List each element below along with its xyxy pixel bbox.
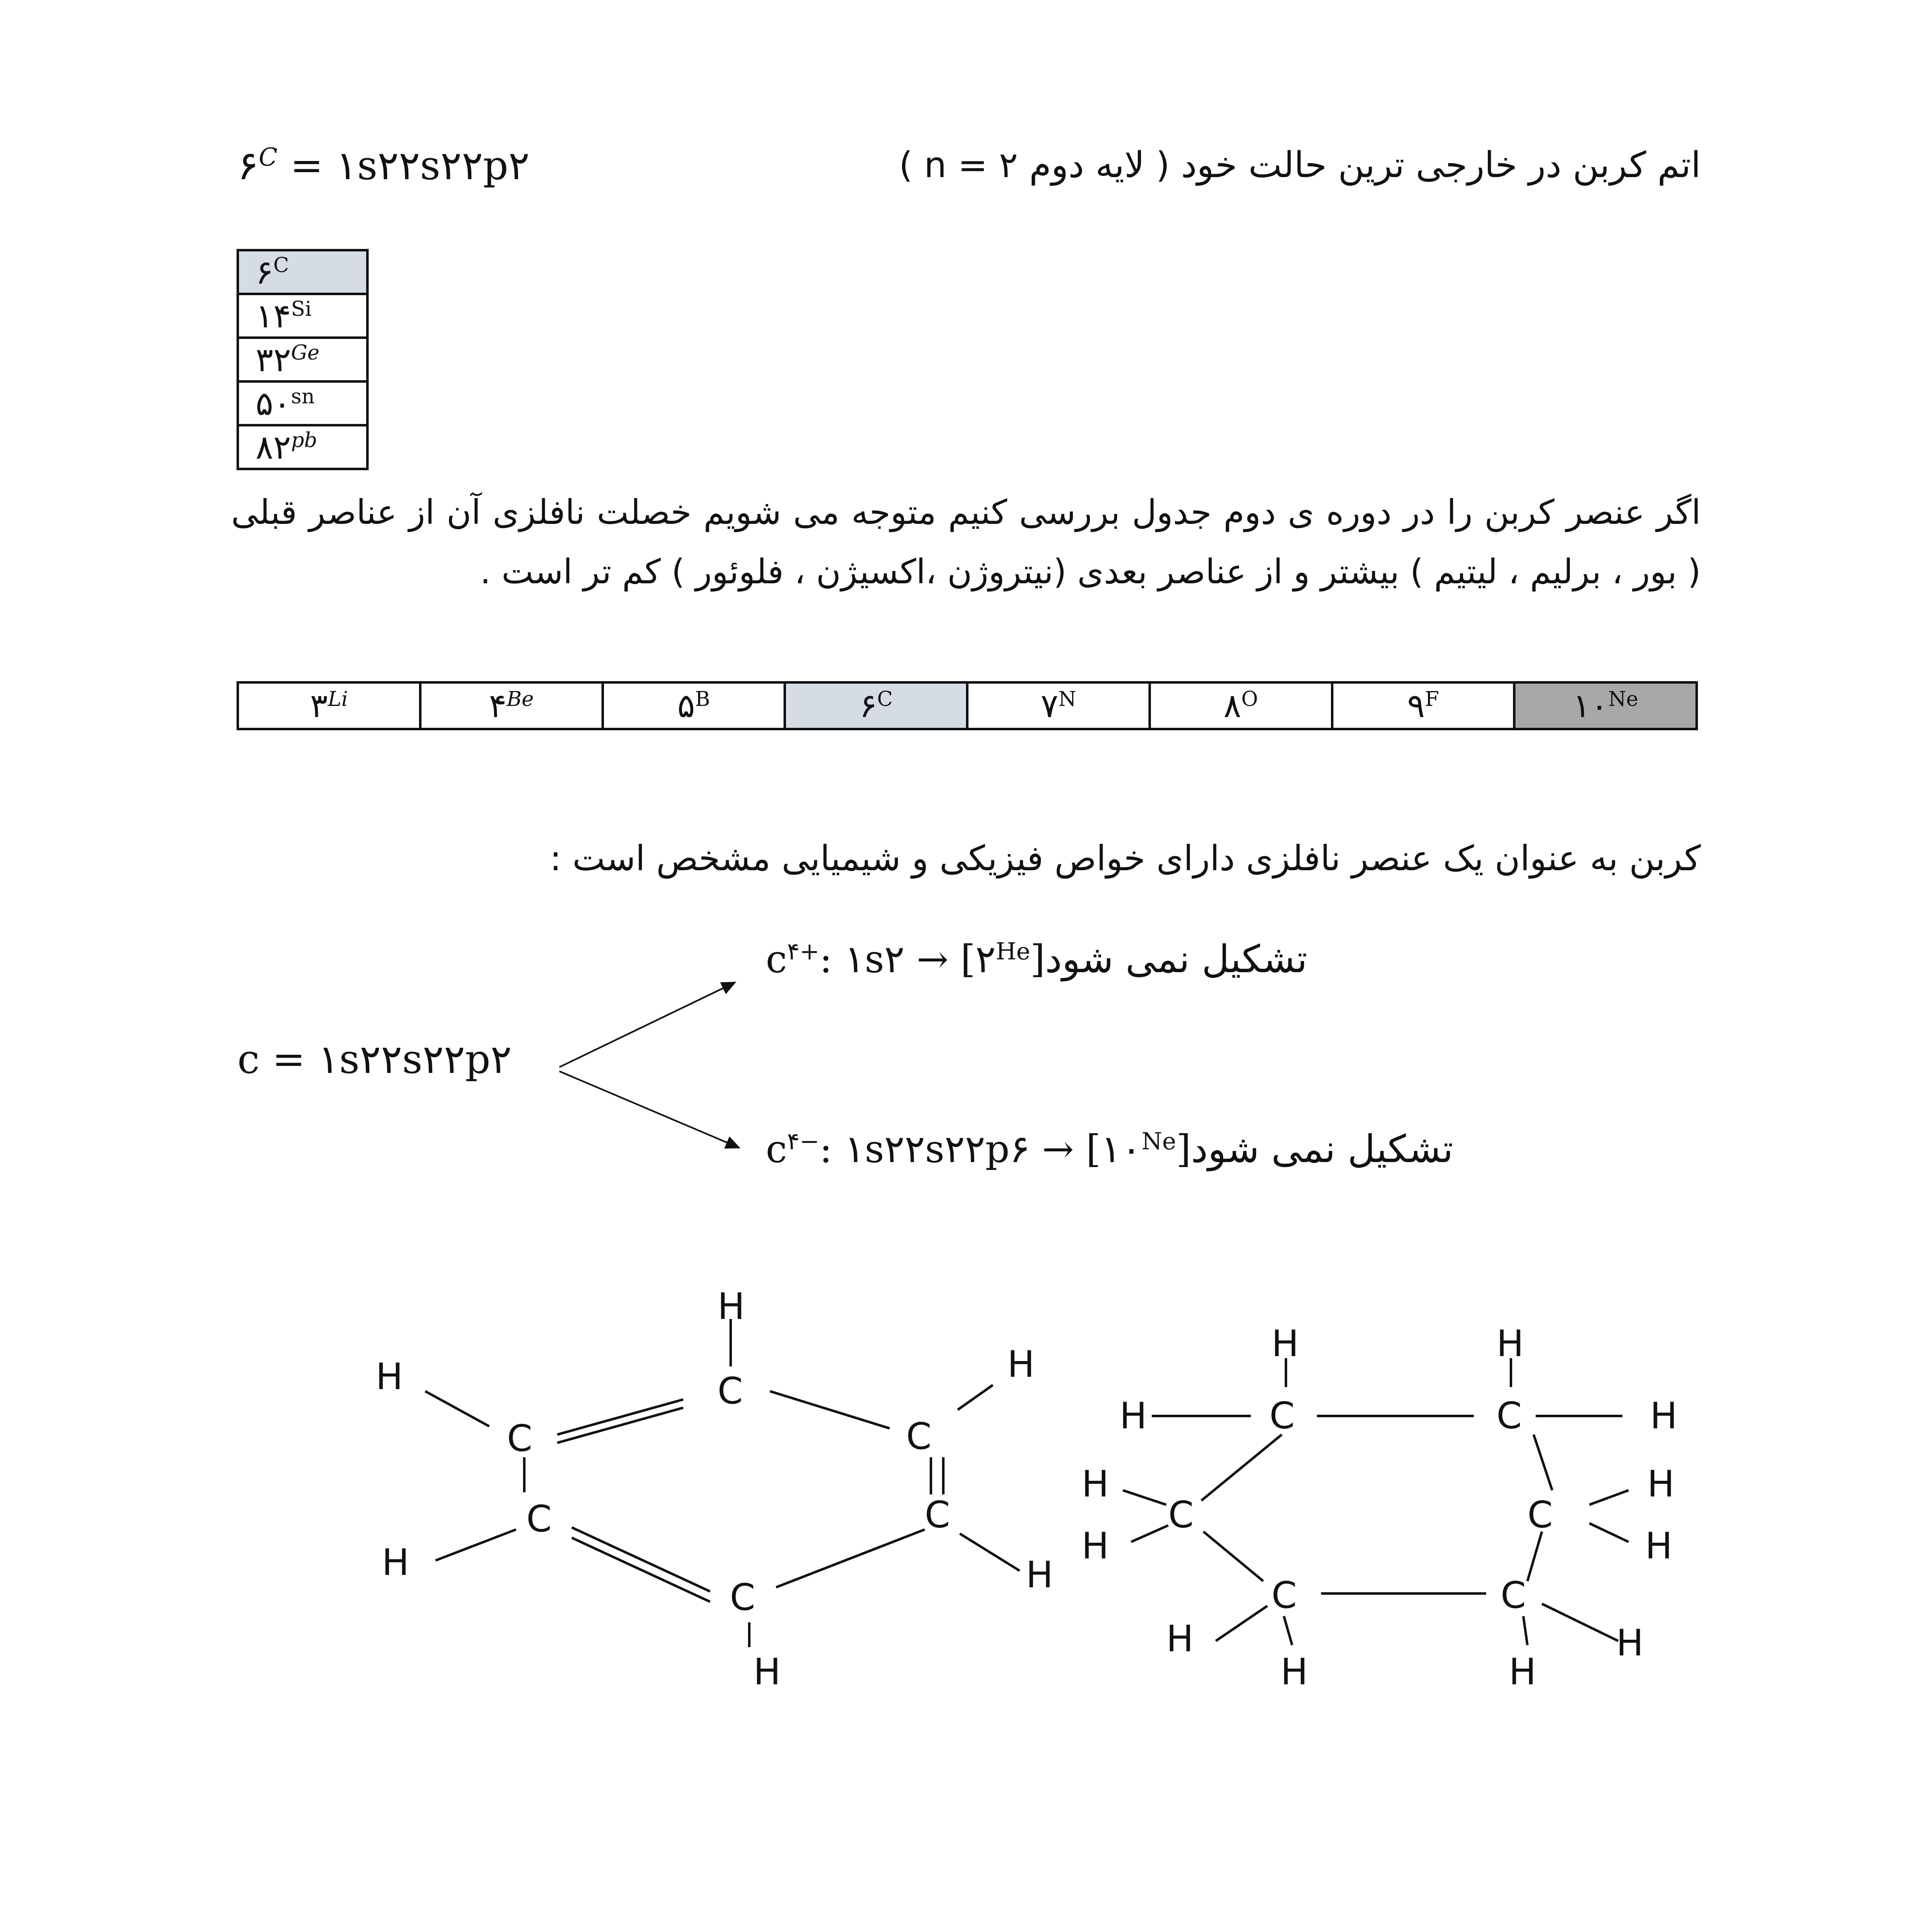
benzene-atoms xyxy=(376,1285,1053,1693)
atom-c: C xyxy=(1501,1574,1526,1617)
atomic-number: ۶ xyxy=(859,687,877,725)
atom-h: H xyxy=(1007,1343,1035,1385)
atom-h: H xyxy=(1082,1463,1109,1505)
atom-h: H xyxy=(1082,1525,1109,1567)
atomic-number: ۳ xyxy=(310,687,328,725)
arrow-down xyxy=(559,1071,739,1148)
header-text: اتم کربن در خارجی ترین حالت خود ( لایه دوم ۲ = n ) xyxy=(899,144,1701,186)
atomic-number: ۹ xyxy=(1407,687,1425,725)
atomic-number: ۳۲ xyxy=(256,340,291,379)
atom-c: C xyxy=(925,1494,950,1536)
core-close: ] xyxy=(1030,937,1045,981)
core-number: ۱۰ xyxy=(1101,1127,1142,1171)
ion-symbol: c xyxy=(766,1127,787,1171)
atomic-number: ۵۰ xyxy=(256,384,291,423)
atom-h: H xyxy=(382,1541,410,1584)
atomic-number: ۸۲ xyxy=(256,428,291,466)
atomic-number: ۷ xyxy=(1040,687,1058,725)
atom-h: H xyxy=(376,1355,403,1398)
atom-c: C xyxy=(906,1415,932,1458)
atom-h: H xyxy=(1650,1395,1678,1437)
atom-h: H xyxy=(1647,1463,1675,1505)
element-symbol: O xyxy=(1241,687,1258,711)
atom-c: C xyxy=(1271,1574,1297,1617)
atom-h: H xyxy=(717,1285,745,1328)
element-symbol: Li xyxy=(327,687,348,711)
atom-h: H xyxy=(1120,1395,1147,1437)
element-symbol: C xyxy=(877,687,893,711)
atomic-number: ۱۴ xyxy=(256,296,291,335)
atom-c: C xyxy=(717,1370,743,1412)
element-symbol: pb xyxy=(291,428,317,452)
element-symbol: F xyxy=(1425,687,1440,711)
element-symbol: Si xyxy=(291,297,312,321)
element-symbol: Ge xyxy=(291,341,320,365)
atom-c: C xyxy=(1269,1395,1295,1437)
atom-h: H xyxy=(1281,1650,1308,1693)
element-symbol: N xyxy=(1058,687,1077,711)
atom-h: H xyxy=(1496,1322,1524,1365)
cyclohexane-atoms xyxy=(1082,1322,1677,1693)
atom-c: C xyxy=(730,1576,755,1619)
core-symbol: Ne xyxy=(1141,1127,1176,1155)
core-symbol: He xyxy=(996,938,1030,965)
atom-c: C xyxy=(1168,1494,1194,1536)
formula-config: = ۱s۲۲s۲۲p۲ xyxy=(277,142,530,189)
atomic-number: ۴ xyxy=(489,687,507,725)
arrow-up xyxy=(559,983,735,1067)
body-paragraph: اگر عنصر کربن را در دوره ی دوم جدول بررسی کنیم متوجه می شویم خصلت نافلزی آن از عناصر قبلی ( بور ، برلیم ، لیتیم ) بیشتر و از عناصر بعدی (نیتروژن ،اکسیژن ، فلوئور ) کم تر است . xyxy=(231,493,1701,592)
ion-charge: ۴− xyxy=(787,1127,819,1155)
atomic-number: ۵ xyxy=(677,687,695,725)
branch-arrows xyxy=(559,983,739,1148)
core-number: ۲ xyxy=(975,937,996,981)
atom-h: H xyxy=(1645,1525,1673,1567)
formula-symbol: C xyxy=(258,143,278,172)
ion-charge: ۴+ xyxy=(787,938,819,965)
atom-c: C xyxy=(507,1417,533,1460)
formula-atomic-number: ۶ xyxy=(237,142,259,189)
element-symbol: Ne xyxy=(1608,687,1638,711)
atom-h: H xyxy=(1026,1553,1054,1596)
element-symbol: sn xyxy=(291,384,315,409)
benzene-structure xyxy=(376,1285,1053,1693)
atomic-number: ۶ xyxy=(256,253,273,291)
atom-h: H xyxy=(1509,1650,1537,1693)
carbon-config: c = ۱s۲۲s۲۲p۲ xyxy=(237,1036,512,1082)
ion-config: : ۱s۲ → [ xyxy=(819,937,975,981)
cyclohexane-structure xyxy=(1082,1322,1677,1693)
benzene-bonds xyxy=(425,1319,1020,1647)
atom-h: H xyxy=(1166,1617,1194,1660)
atom-h: H xyxy=(1271,1322,1299,1365)
ion-config: : ۱s۲۲s۲۲p۶ → [ xyxy=(819,1127,1101,1171)
atom-c: C xyxy=(1496,1395,1522,1437)
atomic-number: ۸ xyxy=(1223,687,1241,725)
carbon-statement: کربن به عنوان یک عنصر نافلزی دارای خواص فیزیکی و شیمیایی مشخص است : xyxy=(549,838,1701,878)
ion-symbol: c xyxy=(766,937,787,981)
atom-c: C xyxy=(1527,1494,1553,1536)
atomic-number: ۱۰ xyxy=(1572,687,1608,725)
ion-note: تشکیل نمی شود xyxy=(1191,1127,1454,1171)
element-symbol: B xyxy=(695,687,710,711)
atom-h: H xyxy=(1616,1622,1644,1664)
core-close: ] xyxy=(1176,1127,1191,1171)
element-symbol: Be xyxy=(507,687,534,711)
element-symbol: C xyxy=(273,253,289,277)
ion-note: تشکیل نمی شود xyxy=(1045,937,1307,981)
atom-h: H xyxy=(753,1650,781,1693)
atom-c: C xyxy=(526,1498,552,1540)
